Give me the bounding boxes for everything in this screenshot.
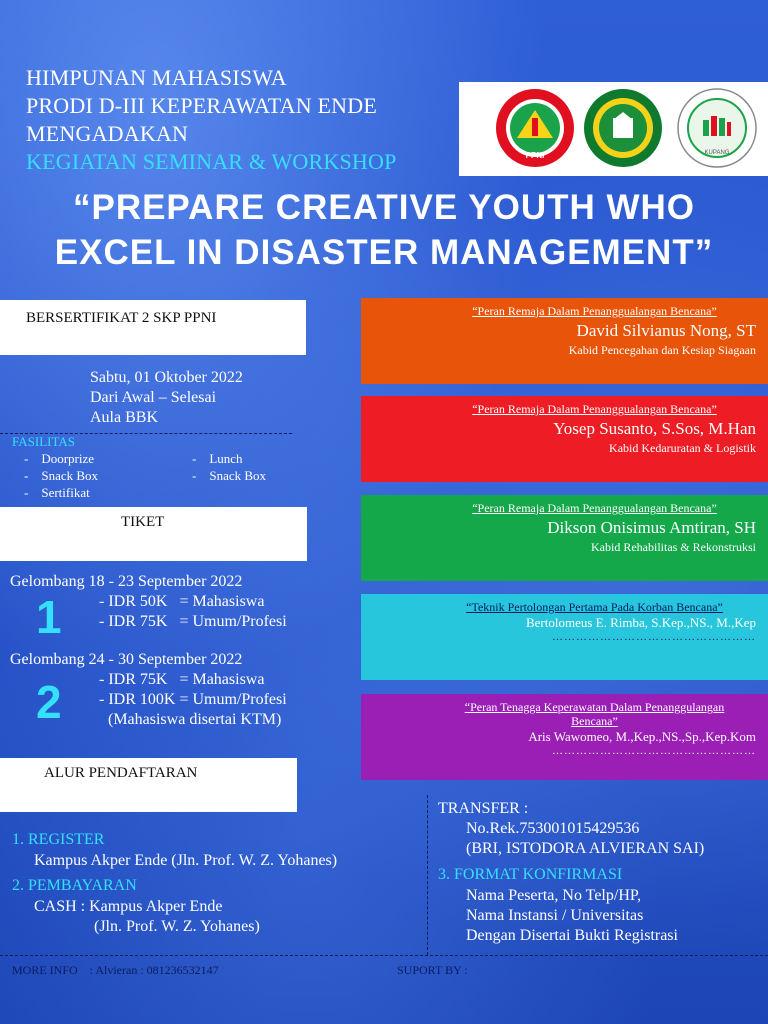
speaker-name: Aris Wawomeo, M.,Kep.,NS.,Sp.,Kep.Kom bbox=[528, 729, 756, 744]
speaker-name: Dikson Onisimus Amtiran, SH bbox=[547, 518, 756, 537]
wave-1-title: Gelombang 18 - 23 September 2022 bbox=[10, 573, 243, 590]
facility-item: - Doorprize bbox=[24, 451, 95, 466]
column-divider bbox=[427, 795, 428, 955]
speaker-role-placeholder: …………………………………………… bbox=[552, 631, 756, 643]
speaker-topic: “Peran Remaja Dalam Penanggualangan Bencana” bbox=[472, 501, 717, 515]
event-type: KEGIATAN SEMINAR & WORKSHOP bbox=[26, 149, 397, 174]
facilities-title: FASILITAS bbox=[12, 434, 76, 449]
transfer-bank: (BRI, ISTODORA ALVIERAN SAI) bbox=[466, 840, 705, 857]
event-date: Sabtu, 01 Oktober 2022 bbox=[90, 369, 243, 386]
speaker-name: Yosep Susanto, S.Sos, M.Han bbox=[553, 419, 756, 438]
speaker-card bbox=[361, 694, 768, 780]
event-venue: Aula BBK bbox=[90, 409, 158, 426]
speaker-topic: “Peran Remaja Dalam Penanggualangan Bencana” bbox=[472, 304, 717, 318]
speaker-role: Kabid Kedaruratan & Logistik bbox=[609, 441, 756, 455]
speaker-card bbox=[361, 298, 768, 384]
step-payment-address: (Jln. Prof. W. Z. Yohanes) bbox=[94, 918, 260, 935]
step-confirm-title: 3. FORMAT KONFIRMASI bbox=[438, 866, 623, 883]
speaker-topic: “Peran Remaja Dalam Penanggualangan Bencana” bbox=[472, 402, 717, 416]
wave-2-price-student: - IDR 75K = Mahasiswa bbox=[99, 671, 265, 688]
wave-2-number: 2 bbox=[36, 676, 62, 728]
transfer-account: No.Rek.753001015429536 bbox=[466, 820, 640, 837]
speaker-card bbox=[361, 396, 768, 482]
ppni-logo-label: PPNI bbox=[525, 151, 545, 160]
organizer-line-3: MENGADAKAN bbox=[26, 121, 189, 146]
main-title-line-2: EXCEL IN DISASTER MANAGEMENT” bbox=[54, 233, 714, 272]
facility-item: - Sertifikat bbox=[24, 485, 90, 500]
footer-divider bbox=[0, 955, 768, 956]
speaker-role: Kabid Rehabilitas & Rekonstruksi bbox=[591, 540, 756, 554]
speaker-name: David Silvianus Nong, ST bbox=[576, 321, 756, 340]
organizer-line-1: HIMPUNAN MAHASISWA bbox=[26, 65, 287, 90]
step-confirm-line: Nama Instansi / Universitas bbox=[466, 907, 644, 924]
facility-item: - Snack Box bbox=[24, 468, 99, 483]
speaker-role-placeholder: …………………………………………… bbox=[552, 745, 756, 757]
certificate-label: BERSERTIFIKAT 2 SKP PPNI bbox=[26, 310, 217, 326]
main-title-line-1: “PREPARE CREATIVE YOUTH WHO bbox=[72, 188, 696, 227]
wave-1-number: 1 bbox=[36, 591, 62, 643]
step-register-title: 1. REGISTER bbox=[12, 831, 105, 848]
speaker-card bbox=[361, 594, 768, 680]
ppni-logo bbox=[495, 88, 575, 168]
speaker-role: Kabid Pencegahan dan Kesiap Siagaan bbox=[568, 343, 756, 357]
support-by: SUPORT BY : bbox=[397, 963, 468, 977]
facility-item: - Snack Box bbox=[192, 468, 267, 483]
step-payment-cash: CASH : Kampus Akper Ende bbox=[34, 898, 223, 915]
logo-panel bbox=[459, 82, 768, 176]
transfer-title: TRANSFER : bbox=[438, 800, 529, 817]
step-payment-title: 2. PEMBAYARAN bbox=[12, 877, 137, 894]
speaker-card bbox=[361, 495, 768, 581]
step-register-body: Kampus Akper Ende (Jln. Prof. W. Z. Yohanes) bbox=[34, 852, 338, 869]
certificate-box bbox=[0, 300, 306, 355]
poltekkes-logo bbox=[677, 88, 757, 168]
registration-box bbox=[0, 758, 297, 812]
wave-1-price-student: - IDR 50K = Mahasiswa bbox=[99, 593, 265, 610]
registration-label: ALUR PENDAFTARAN bbox=[44, 765, 198, 781]
facility-item: - Lunch bbox=[192, 451, 243, 466]
wave-2-title: Gelombang 24 - 30 September 2022 bbox=[10, 651, 243, 668]
organizer-line-2: PRODI D-III KEPERAWATAN ENDE bbox=[26, 93, 377, 118]
poltekkes-logo-label: KUPANG bbox=[704, 150, 730, 156]
wave-1-price-general: - IDR 75K = Umum/Profesi bbox=[99, 613, 287, 630]
ticket-box bbox=[0, 507, 307, 561]
more-info: MORE INFO : Alvieran : 081236532147 bbox=[12, 963, 219, 977]
wave-2-price-general: - IDR 100K = Umum/Profesi bbox=[99, 691, 287, 708]
ticket-label: TIKET bbox=[121, 514, 165, 530]
wave-2-note: (Mahasiswa disertai KTM) bbox=[108, 711, 282, 728]
step-confirm-line: Dengan Disertai Bukti Registrasi bbox=[466, 927, 678, 944]
speaker-name: Bertolomeus E. Rimba, S.Kep.,NS., M.,Kep bbox=[525, 615, 756, 630]
campus-logo bbox=[583, 88, 663, 168]
step-confirm-line: Nama Peserta, No Telp/HP, bbox=[466, 887, 641, 904]
speaker-topic: “Peran Tenagga Keperawatan Dalam Penanggulangan Bencana” bbox=[464, 700, 725, 728]
event-time: Dari Awal – Selesai bbox=[90, 389, 217, 406]
speaker-topic: “Teknik Pertolongan Pertama Pada Korban Bencana” bbox=[466, 600, 723, 614]
